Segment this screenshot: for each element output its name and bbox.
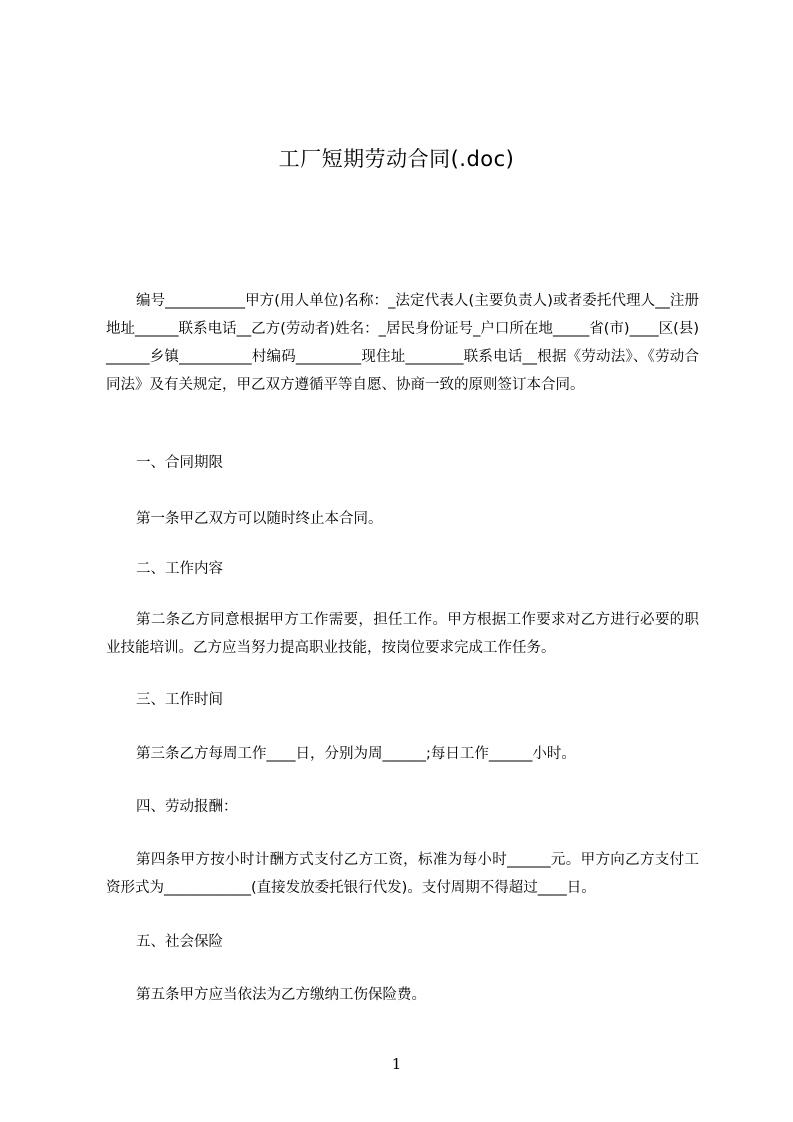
section-heading-remuneration: 四、劳动报酬： bbox=[136, 799, 238, 815]
article-5: 第五条甲方应当依法为乙方缴纳工伤保险费。 bbox=[136, 987, 426, 1003]
section-heading-term: 一、合同期限 bbox=[136, 455, 223, 471]
section-heading-work-content: 二、工作内容 bbox=[136, 561, 223, 577]
page-number: 1 bbox=[391, 1055, 402, 1073]
document-title: 工厂短期劳动合同(.doc) bbox=[278, 147, 515, 171]
article-1: 第一条甲乙双方可以随时终止本合同。 bbox=[136, 511, 383, 527]
article-4: 第四条甲方按小时计酬方式支付乙方工资，标准为每小时______元。甲方向乙方支付工资形式为____________(直接发放委托银行代发)。支付周期不得超过____日。 bbox=[106, 852, 699, 896]
article-3: 第三条乙方每周工作____日，分别为周______;每日工作______小时。 bbox=[136, 746, 576, 762]
section-heading-work-time: 三、工作时间 bbox=[136, 692, 223, 708]
section-heading-social-insurance: 五、社会保险 bbox=[136, 934, 223, 950]
intro-paragraph: 编号___________甲方(用人单位)名称：_法定代表人(主要负责人)或者委托代理人__注册地址______联系电话__乙方(劳动者)姓名：_居民身份证号_户口所在地_____省(市)____区(县)______乡镇__________村编码_________现住址________联系电话__根据《劳动法》、《劳动合同法》及有关规定，甲乙双方遵循平等自愿、协商一致的原则签订本合同。 bbox=[106, 293, 699, 393]
article-2: 第二条乙方同意根据甲方工作需要，担任工作。甲方根据工作要求对乙方进行必要的职业技能培训。乙方应当努力提高职业技能，按岗位要求完成工作任务。 bbox=[106, 612, 699, 656]
